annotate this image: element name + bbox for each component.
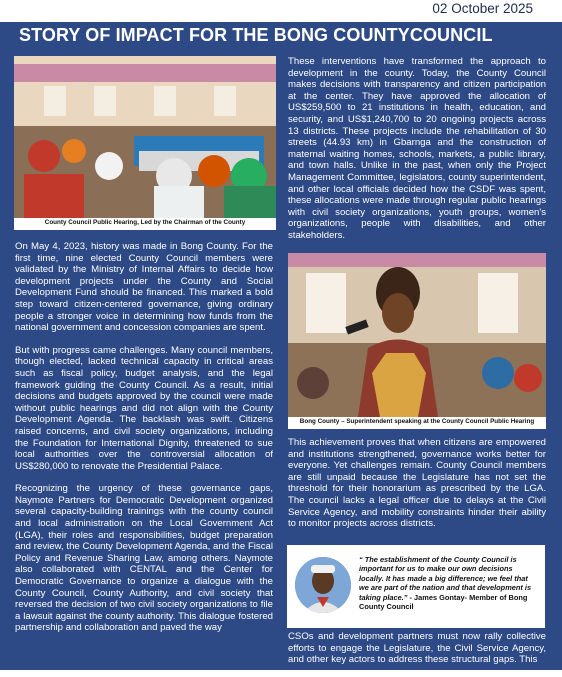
photo-public-hearing	[14, 56, 276, 218]
paragraph-csos-rally: CSOs and development partners must now rally collective efforts to engage the Legislature, the Civil Service Agency, and other key actors to address these structural gaps. This	[288, 631, 546, 666]
avatar	[295, 557, 351, 613]
top-bar	[0, 0, 562, 22]
photo-superintendent-caption: Bong County – Superintendent speaking at the County Council Public Hearing	[288, 417, 546, 429]
photo-public-hearing-caption: County Council Public Hearing, Led by the Chairman of the County	[14, 218, 276, 230]
issue-date: 02 October 2025	[432, 1, 533, 16]
paragraph-achievement: This achievement proves that when citizens are empowered and institutions strengthened, governance works better for everyone. Yet challenges remain. County Council members are still unpaid because the Legislature has not set the threshold for their honorarium as prescribed by the LGA. The council lacks a legal officer due to delays at the Civil Service Agency, and mobility constraints hinder their ability to monitor projects across districts.	[288, 437, 546, 530]
photo-superintendent	[288, 253, 546, 417]
paragraph-naymote-trainings: Recognizing the urgency of these governance gaps, Naymote Partners for Democratic Development organized several capacity-building trainings with the county council and local administration on the Local Government Act (LGA), their roles and responsibilities, budget preparation and review, the County Development Agenda, and the Fiscal Policy and Revenue Sharing Law, among others. Naymote also collaborated with CENTAL and the Center for Democratic Governance to organize a dialogue with the County Council, County Authority, and civil society that reversed the decision of two civil society organizations to file a lawsuit against the county authority. This dialogue fostered partnership and collaboration and paved the way	[15, 483, 273, 634]
right-column-top	[288, 56, 546, 253]
superintendent-scene-illustration	[288, 253, 546, 417]
left-column	[15, 241, 273, 645]
quote-body: “ The establishment of the County Council is important for us to make our own decisions locally. It has made a big difference; we feel that we are part of the nation and that development is taking place.”	[359, 555, 532, 602]
quote-attribution: - James Gontay- Member of Bong County Council	[359, 592, 528, 612]
paragraph-history-made: On May 4, 2023, history was made in Bong County. For the first time, nine elected County Council members were validated by the Ministry of Internal Affairs to decide how development projects under the County and Social Development Fund should be financed. This marked a bold step toward citizen-centered governance, giving ordinary people a stronger voice in determining how funds from the national government and concession companies are spent.	[15, 241, 273, 334]
paragraph-challenges: But with progress came challenges. Many council members, though elected, lacked technical capacity in critical areas such as fiscal policy, budget analysis, and the legal framework guiding the County Council. As a result, initial decisions and budgets approved by the council were made without public hearings and did not align with the County Development Agenda. The backlash was swift. Citizens raised concerns, and civil society organizations, including the Foundation for International Dignity, threatened to sue local authorities over the controversial allocation of US$280,000 to renovate the Presidential Palace.	[15, 344, 273, 472]
hearing-scene-illustration	[14, 56, 276, 218]
speaker-portrait-illustration	[295, 557, 351, 613]
right-column-middle	[288, 437, 546, 541]
story-title: STORY OF IMPACT FOR THE BONG COUNTYCOUNCIL	[19, 25, 493, 45]
quote-box	[287, 545, 545, 628]
quote-text	[359, 555, 539, 611]
paragraph-interventions: These interventions have transformed the approach to development in the county. Today, the County Council makes decisions with transparency and citizen participation at the center. They have approved the allocation of US$259,500 to 21 institutions in health, education, and security, and US$1,240,700 to 20 ongoing projects across 13 districts. These projects include the rehabilitation of 30 streets (44.93 km) in Gbarnga and the construction of maternal waiting homes, schools, markets, a public library, and town halls. Unlike in the past, when only the Project Management Committee, legislators, county superintendent, and other local officials decided how the CSDF was spent, these allocations were made through regular public hearings with civil society organizations, youth groups, women's organizations, people with disabilities, and other stakeholders.	[288, 56, 546, 241]
